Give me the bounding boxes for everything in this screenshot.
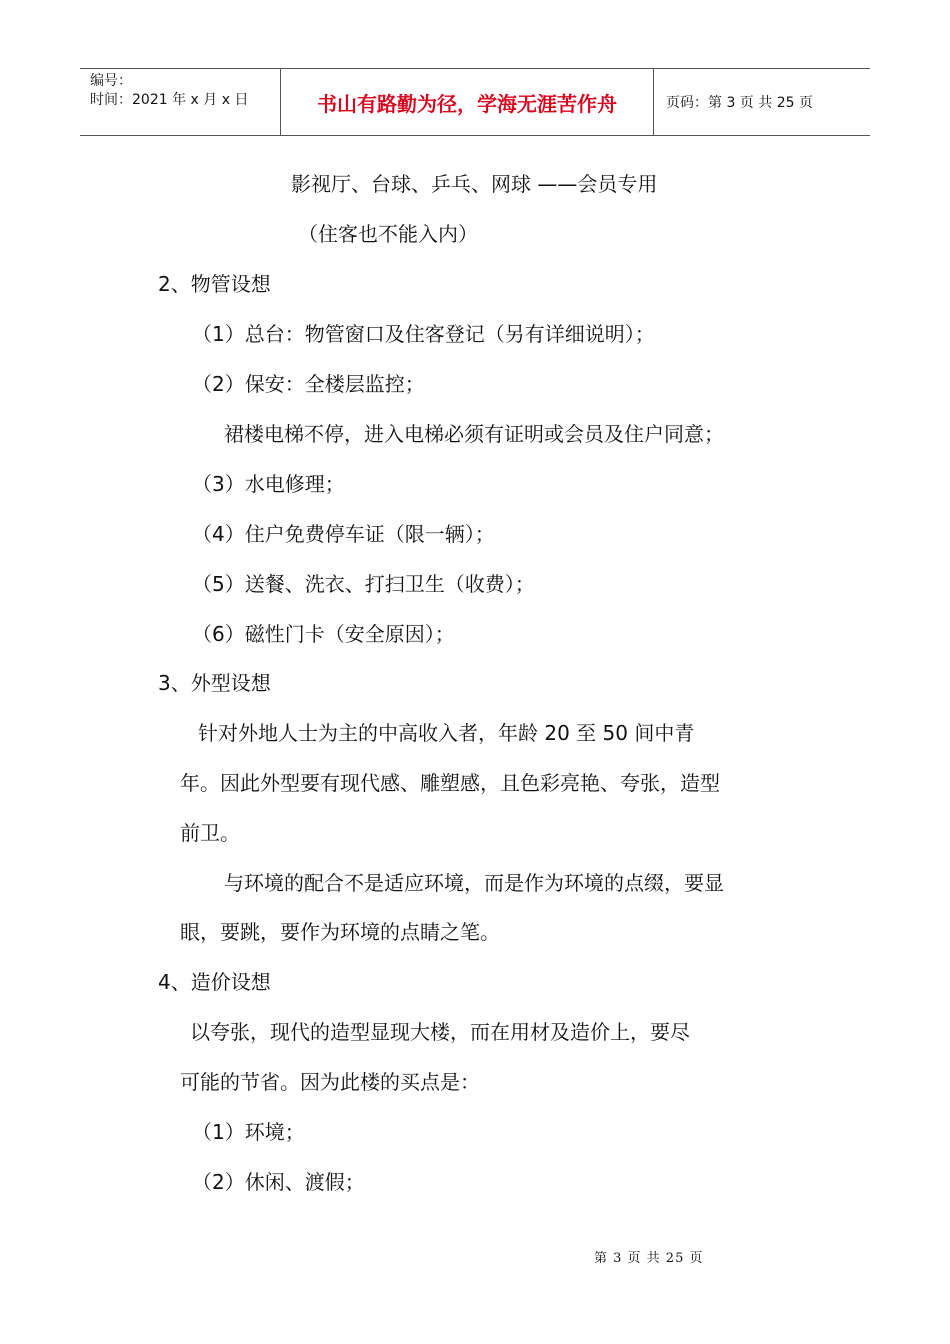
document-date-label: 时间：2021 年 x 月 x 日 bbox=[90, 92, 249, 108]
section-heading: 4、造价设想 bbox=[158, 970, 271, 994]
paragraph-line: 眼，要跳，要作为环境的点睛之笔。 bbox=[180, 920, 500, 944]
list-item: （2）保安：全楼层监控； bbox=[192, 372, 425, 396]
document-number-label: 编号： bbox=[90, 73, 132, 89]
list-item: （6）磁性门卡（安全原因）； bbox=[192, 622, 455, 646]
header-meta bbox=[80, 69, 281, 135]
page-footer: 第 3 页 共 25 页 bbox=[594, 1251, 704, 1266]
paragraph-line: 年。因此外型要有现代感、雕塑感，且色彩亮艳、夸张，造型 bbox=[180, 771, 720, 795]
list-item: （1）环境； bbox=[192, 1120, 305, 1144]
list-item: （2）休闲、渡假； bbox=[192, 1170, 365, 1194]
header-motto: 书山有路勤为径，学海无涯苦作舟 bbox=[281, 69, 654, 135]
paragraph-line: 以夸张，现代的造型显现大楼，而在用材及造价上，要尽 bbox=[190, 1020, 690, 1044]
section-heading: 3、外型设想 bbox=[158, 671, 271, 695]
text-line: （住客也不能入内） bbox=[298, 222, 478, 246]
section-heading: 2、物管设想 bbox=[158, 272, 271, 296]
list-item: （5）送餐、洗衣、打扫卫生（收费）； bbox=[192, 572, 535, 596]
header-page-info: 页码：第 3 页 共 25 页 bbox=[666, 95, 813, 111]
list-item: （3）水电修理； bbox=[192, 472, 345, 496]
paragraph-line: 可能的节省。因为此楼的买点是： bbox=[180, 1070, 480, 1094]
text-line: 影视厅、台球、乒乓、网球 ——会员专用 bbox=[291, 172, 658, 196]
list-item: （1）总台：物管窗口及住客登记（另有详细说明）； bbox=[192, 322, 655, 346]
document-header bbox=[80, 68, 870, 136]
paragraph-line: 针对外地人士为主的中高收入者，年龄 20 至 50 间中青 bbox=[198, 721, 695, 745]
list-item: （4）住户免费停车证（限一辆）； bbox=[192, 522, 495, 546]
paragraph-line: 前卫。 bbox=[180, 821, 240, 845]
text-line: 裙楼电梯不停，进入电梯必须有证明或会员及住户同意； bbox=[224, 422, 724, 446]
paragraph-line: 与环境的配合不是适应环境，而是作为环境的点缀，要显 bbox=[224, 871, 724, 895]
